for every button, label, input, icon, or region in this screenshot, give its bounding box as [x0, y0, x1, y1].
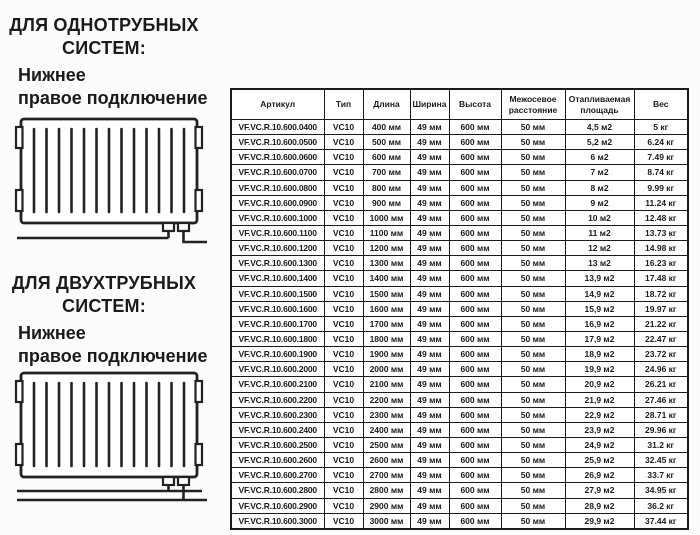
- table-cell: 2300 мм: [363, 407, 410, 422]
- table-cell: VC10: [324, 483, 363, 498]
- column-header: Артикул: [231, 89, 324, 120]
- table-row: [231, 195, 688, 210]
- table-cell: 600 мм: [449, 256, 501, 271]
- table-row: [231, 210, 688, 225]
- table-cell: 49 мм: [410, 150, 449, 165]
- table-row: [231, 392, 688, 407]
- table-cell: 2200 мм: [363, 392, 410, 407]
- table-cell: 900 мм: [363, 195, 410, 210]
- table-row: [231, 150, 688, 165]
- table-cell: 29.96 кг: [634, 422, 688, 437]
- table-cell: 50 мм: [501, 513, 565, 529]
- table-cell: 13,9 м2: [565, 271, 634, 286]
- table-cell: 50 мм: [501, 483, 565, 498]
- table-cell: 49 мм: [410, 513, 449, 529]
- table-cell: 2400 мм: [363, 422, 410, 437]
- section-heading-single-pipe: [4, 14, 204, 60]
- table-row: [231, 453, 688, 468]
- table-cell: 14.98 кг: [634, 241, 688, 256]
- table-cell: 1700 мм: [363, 316, 410, 331]
- table-cell: 21,9 м2: [565, 392, 634, 407]
- table-cell: 600 мм: [449, 347, 501, 362]
- table-cell: VC10: [324, 241, 363, 256]
- table-cell: 33.7 кг: [634, 468, 688, 483]
- table-cell: 600 мм: [449, 483, 501, 498]
- table-cell: 600 мм: [449, 498, 501, 513]
- table-cell: VC10: [324, 120, 363, 135]
- table-cell: 49 мм: [410, 347, 449, 362]
- table-row: [231, 286, 688, 301]
- table-cell: 50 мм: [501, 407, 565, 422]
- table-cell: 50 мм: [501, 316, 565, 331]
- table-cell: 600 мм: [449, 422, 501, 437]
- table-row: [231, 271, 688, 286]
- table-cell: VF.VC.R.10.600.2600: [231, 453, 324, 468]
- table-cell: VF.VC.R.10.600.0400: [231, 120, 324, 135]
- table-cell: 22,9 м2: [565, 407, 634, 422]
- table-cell: 1600 мм: [363, 301, 410, 316]
- table-cell: 600 мм: [449, 301, 501, 316]
- table-cell: 36.2 кг: [634, 498, 688, 513]
- table-cell: VF.VC.R.10.600.2300: [231, 407, 324, 422]
- table-cell: 49 мм: [410, 271, 449, 286]
- table-cell: VF.VC.R.10.600.1600: [231, 301, 324, 316]
- table-cell: VC10: [324, 422, 363, 437]
- subheading-line: Нижнее: [18, 65, 86, 85]
- table-cell: 49 мм: [410, 483, 449, 498]
- table-cell: 50 мм: [501, 498, 565, 513]
- table-cell: 50 мм: [501, 120, 565, 135]
- section-heading-two-pipe: [4, 272, 204, 318]
- table-cell: 8 м2: [565, 180, 634, 195]
- table-cell: 7 м2: [565, 165, 634, 180]
- table-cell: 600 мм: [449, 241, 501, 256]
- table-cell: VF.VC.R.10.600.0600: [231, 150, 324, 165]
- column-header: Отапливаемая площадь: [565, 89, 634, 120]
- table-cell: 15,9 м2: [565, 301, 634, 316]
- table-cell: 50 мм: [501, 195, 565, 210]
- table-row: [231, 256, 688, 271]
- table-cell: 19.97 кг: [634, 301, 688, 316]
- table-cell: 50 мм: [501, 453, 565, 468]
- table-row: [231, 165, 688, 180]
- table-cell: 18,9 м2: [565, 347, 634, 362]
- table-row: [231, 120, 688, 135]
- table-cell: 18.72 кг: [634, 286, 688, 301]
- table-row: [231, 422, 688, 437]
- table-row: [231, 483, 688, 498]
- table-cell: 49 мм: [410, 407, 449, 422]
- table-cell: 16,9 м2: [565, 316, 634, 331]
- table-cell: 600 мм: [449, 468, 501, 483]
- table-cell: 600 мм: [449, 437, 501, 452]
- table-cell: 49 мм: [410, 316, 449, 331]
- subheading-connection-type-1: [18, 64, 208, 110]
- table-cell: 1400 мм: [363, 271, 410, 286]
- table-cell: VC10: [324, 392, 363, 407]
- table-cell: VC10: [324, 453, 363, 468]
- table-cell: 50 мм: [501, 437, 565, 452]
- table-row: [231, 513, 688, 529]
- table-cell: 50 мм: [501, 150, 565, 165]
- table-cell: 49 мм: [410, 331, 449, 346]
- table-cell: 50 мм: [501, 331, 565, 346]
- diagram-radiator-two-pipe: [14, 370, 210, 504]
- table-cell: 49 мм: [410, 301, 449, 316]
- table-cell: 500 мм: [363, 135, 410, 150]
- table-cell: 13.73 кг: [634, 225, 688, 240]
- table-cell: 1100 мм: [363, 225, 410, 240]
- table-cell: VF.VC.R.10.600.1000: [231, 210, 324, 225]
- table-cell: 49 мм: [410, 422, 449, 437]
- table-cell: VC10: [324, 377, 363, 392]
- table-cell: 10 м2: [565, 210, 634, 225]
- table-cell: 34.95 кг: [634, 483, 688, 498]
- table-cell: 5,2 м2: [565, 135, 634, 150]
- table-cell: VC10: [324, 437, 363, 452]
- table-cell: 50 мм: [501, 392, 565, 407]
- table-cell: 50 мм: [501, 468, 565, 483]
- table-cell: 600 мм: [449, 120, 501, 135]
- table-row: [231, 225, 688, 240]
- table-cell: 50 мм: [501, 347, 565, 362]
- table-cell: 600 мм: [449, 165, 501, 180]
- table-cell: 600 мм: [449, 331, 501, 346]
- diagram-radiator-single-pipe: [14, 116, 210, 244]
- table-cell: 27.46 кг: [634, 392, 688, 407]
- table-cell: 800 мм: [363, 180, 410, 195]
- table-cell: 600 мм: [449, 225, 501, 240]
- table-cell: VC10: [324, 210, 363, 225]
- table-cell: 28,9 м2: [565, 498, 634, 513]
- table-cell: VF.VC.R.10.600.2400: [231, 422, 324, 437]
- table-cell: 5 кг: [634, 120, 688, 135]
- subheading-line: правое подключение: [18, 346, 208, 366]
- table-row: [231, 468, 688, 483]
- table-cell: 50 мм: [501, 301, 565, 316]
- table-cell: VF.VC.R.10.600.2000: [231, 362, 324, 377]
- table-cell: 600 мм: [449, 210, 501, 225]
- table-cell: 1300 мм: [363, 256, 410, 271]
- table-cell: 20,9 м2: [565, 377, 634, 392]
- table-row: [231, 316, 688, 331]
- table-cell: VC10: [324, 180, 363, 195]
- table-row: [231, 331, 688, 346]
- table-cell: VC10: [324, 256, 363, 271]
- table-cell: 12.48 кг: [634, 210, 688, 225]
- table-cell: 50 мм: [501, 286, 565, 301]
- table-cell: VF.VC.R.10.600.1400: [231, 271, 324, 286]
- table-cell: 3000 мм: [363, 513, 410, 529]
- table-cell: VC10: [324, 195, 363, 210]
- table-cell: 7.49 кг: [634, 150, 688, 165]
- table-cell: VC10: [324, 135, 363, 150]
- table-cell: VF.VC.R.10.600.1200: [231, 241, 324, 256]
- table-cell: 16.23 кг: [634, 256, 688, 271]
- table-cell: 600 мм: [449, 362, 501, 377]
- table-row: [231, 498, 688, 513]
- table-cell: 4,5 м2: [565, 120, 634, 135]
- table-cell: 50 мм: [501, 271, 565, 286]
- table-cell: 600 мм: [449, 180, 501, 195]
- table-cell: 22.47 кг: [634, 331, 688, 346]
- table-cell: 49 мм: [410, 286, 449, 301]
- table-cell: 50 мм: [501, 225, 565, 240]
- table-cell: 2500 мм: [363, 437, 410, 452]
- table-cell: 2700 мм: [363, 468, 410, 483]
- table-cell: 17.48 кг: [634, 271, 688, 286]
- table-cell: 400 мм: [363, 120, 410, 135]
- table-cell: 1000 мм: [363, 210, 410, 225]
- table-cell: 2100 мм: [363, 377, 410, 392]
- table-cell: VF.VC.R.10.600.0700: [231, 165, 324, 180]
- table-cell: 28.71 кг: [634, 407, 688, 422]
- table-cell: 49 мм: [410, 225, 449, 240]
- table-cell: 600 мм: [449, 377, 501, 392]
- table-cell: VC10: [324, 362, 363, 377]
- table-cell: 24.96 кг: [634, 362, 688, 377]
- table-cell: VC10: [324, 225, 363, 240]
- radiator-spec-table: [230, 88, 689, 530]
- table-row: [231, 180, 688, 195]
- table-cell: VF.VC.R.10.600.2800: [231, 483, 324, 498]
- table-cell: 50 мм: [501, 135, 565, 150]
- table-cell: 600 мм: [449, 150, 501, 165]
- table-cell: 19,9 м2: [565, 362, 634, 377]
- table-cell: VF.VC.R.10.600.1700: [231, 316, 324, 331]
- table-cell: 50 мм: [501, 210, 565, 225]
- table-cell: VF.VC.R.10.600.1100: [231, 225, 324, 240]
- table-cell: 9 м2: [565, 195, 634, 210]
- table-row: [231, 362, 688, 377]
- table-cell: VF.VC.R.10.600.0900: [231, 195, 324, 210]
- heading-line: СИСТЕМ:: [62, 38, 146, 58]
- heading-line: ДЛЯ ОДНОТРУБНЫХ: [9, 15, 199, 35]
- table-cell: VF.VC.R.10.600.3000: [231, 513, 324, 529]
- table-cell: VF.VC.R.10.600.2200: [231, 392, 324, 407]
- table-cell: 14,9 м2: [565, 286, 634, 301]
- table-cell: 23,9 м2: [565, 422, 634, 437]
- table-cell: VF.VC.R.10.600.0500: [231, 135, 324, 150]
- table-cell: 600 мм: [449, 286, 501, 301]
- table-cell: 1500 мм: [363, 286, 410, 301]
- table-cell: 600 мм: [449, 513, 501, 529]
- table-cell: VF.VC.R.10.600.1900: [231, 347, 324, 362]
- column-header: Тип: [324, 89, 363, 120]
- subheading-line: Нижнее: [18, 323, 86, 343]
- table-cell: 600 мм: [449, 453, 501, 468]
- table-cell: 600 мм: [363, 150, 410, 165]
- table-cell: VF.VC.R.10.600.1500: [231, 286, 324, 301]
- table-cell: 49 мм: [410, 120, 449, 135]
- table-cell: 1200 мм: [363, 241, 410, 256]
- table-cell: 21.22 кг: [634, 316, 688, 331]
- table-cell: 700 мм: [363, 165, 410, 180]
- table-row: [231, 377, 688, 392]
- table-cell: 9.99 кг: [634, 180, 688, 195]
- table-cell: 23.72 кг: [634, 347, 688, 362]
- table-row: [231, 241, 688, 256]
- column-header: Длина: [363, 89, 410, 120]
- table-cell: 49 мм: [410, 498, 449, 513]
- column-header: Вес: [634, 89, 688, 120]
- table-cell: 49 мм: [410, 180, 449, 195]
- table-cell: VF.VC.R.10.600.2500: [231, 437, 324, 452]
- table-cell: 49 мм: [410, 135, 449, 150]
- table-cell: VC10: [324, 407, 363, 422]
- table-cell: VF.VC.R.10.600.2100: [231, 377, 324, 392]
- table-cell: 50 мм: [501, 422, 565, 437]
- table-cell: VF.VC.R.10.600.0800: [231, 180, 324, 195]
- table-cell: 6.24 кг: [634, 135, 688, 150]
- table-cell: 600 мм: [449, 135, 501, 150]
- table-cell: 37.44 кг: [634, 513, 688, 529]
- table-cell: VF.VC.R.10.600.1300: [231, 256, 324, 271]
- subheading-line: правое подключение: [18, 88, 208, 108]
- table-cell: 26.21 кг: [634, 377, 688, 392]
- column-header: Ширина: [410, 89, 449, 120]
- table-row: [231, 135, 688, 150]
- table-cell: 2000 мм: [363, 362, 410, 377]
- table-cell: 49 мм: [410, 437, 449, 452]
- table-cell: 17,9 м2: [565, 331, 634, 346]
- table-cell: 50 мм: [501, 377, 565, 392]
- table-cell: 26,9 м2: [565, 468, 634, 483]
- table-cell: 1900 мм: [363, 347, 410, 362]
- table-cell: VF.VC.R.10.600.1800: [231, 331, 324, 346]
- table-cell: VC10: [324, 347, 363, 362]
- table-cell: 12 м2: [565, 241, 634, 256]
- table-cell: VC10: [324, 331, 363, 346]
- table-cell: 1800 мм: [363, 331, 410, 346]
- heading-line: СИСТЕМ:: [62, 296, 146, 316]
- table-cell: 49 мм: [410, 362, 449, 377]
- table-cell: 50 мм: [501, 241, 565, 256]
- table-cell: 49 мм: [410, 256, 449, 271]
- column-header: Межосевое расстояние: [501, 89, 565, 120]
- heading-line: ДЛЯ ДВУХТРУБНЫХ: [11, 273, 197, 293]
- table-cell: VC10: [324, 286, 363, 301]
- table-cell: 49 мм: [410, 377, 449, 392]
- table-cell: 50 мм: [501, 362, 565, 377]
- table-cell: VC10: [324, 150, 363, 165]
- table-cell: 11 м2: [565, 225, 634, 240]
- column-header: Высота: [449, 89, 501, 120]
- table-cell: VC10: [324, 271, 363, 286]
- table-cell: 49 мм: [410, 453, 449, 468]
- table-cell: 49 мм: [410, 392, 449, 407]
- table-cell: 32.45 кг: [634, 453, 688, 468]
- table-row: [231, 407, 688, 422]
- table-cell: 2800 мм: [363, 483, 410, 498]
- table-cell: VC10: [324, 301, 363, 316]
- table-header-row: [231, 89, 688, 120]
- table-cell: VC10: [324, 513, 363, 529]
- table-cell: 49 мм: [410, 241, 449, 256]
- subheading-connection-type-2: [18, 322, 208, 368]
- table-cell: 49 мм: [410, 165, 449, 180]
- table-cell: 49 мм: [410, 195, 449, 210]
- table-cell: 600 мм: [449, 271, 501, 286]
- table-cell: 2600 мм: [363, 453, 410, 468]
- table-cell: 11.24 кг: [634, 195, 688, 210]
- table-cell: 2900 мм: [363, 498, 410, 513]
- table-cell: 600 мм: [449, 195, 501, 210]
- table-cell: 27,9 м2: [565, 483, 634, 498]
- table-cell: 600 мм: [449, 392, 501, 407]
- table-cell: 25,9 м2: [565, 453, 634, 468]
- table-cell: VF.VC.R.10.600.2700: [231, 468, 324, 483]
- table-row: [231, 347, 688, 362]
- table-cell: 50 мм: [501, 256, 565, 271]
- table-cell: 50 мм: [501, 180, 565, 195]
- table-cell: VF.VC.R.10.600.2900: [231, 498, 324, 513]
- table-cell: 600 мм: [449, 316, 501, 331]
- table-cell: 49 мм: [410, 210, 449, 225]
- table-cell: 600 мм: [449, 407, 501, 422]
- table-cell: VC10: [324, 498, 363, 513]
- table-cell: 13 м2: [565, 256, 634, 271]
- table-row: [231, 301, 688, 316]
- table-cell: 31.2 кг: [634, 437, 688, 452]
- table-cell: 24,9 м2: [565, 437, 634, 452]
- table-cell: VC10: [324, 165, 363, 180]
- table-cell: VC10: [324, 468, 363, 483]
- table-cell: 29,9 м2: [565, 513, 634, 529]
- table-cell: VC10: [324, 316, 363, 331]
- table-cell: 50 мм: [501, 165, 565, 180]
- table-cell: 6 м2: [565, 150, 634, 165]
- table-row: [231, 437, 688, 452]
- table-cell: 49 мм: [410, 468, 449, 483]
- table-cell: 8.74 кг: [634, 165, 688, 180]
